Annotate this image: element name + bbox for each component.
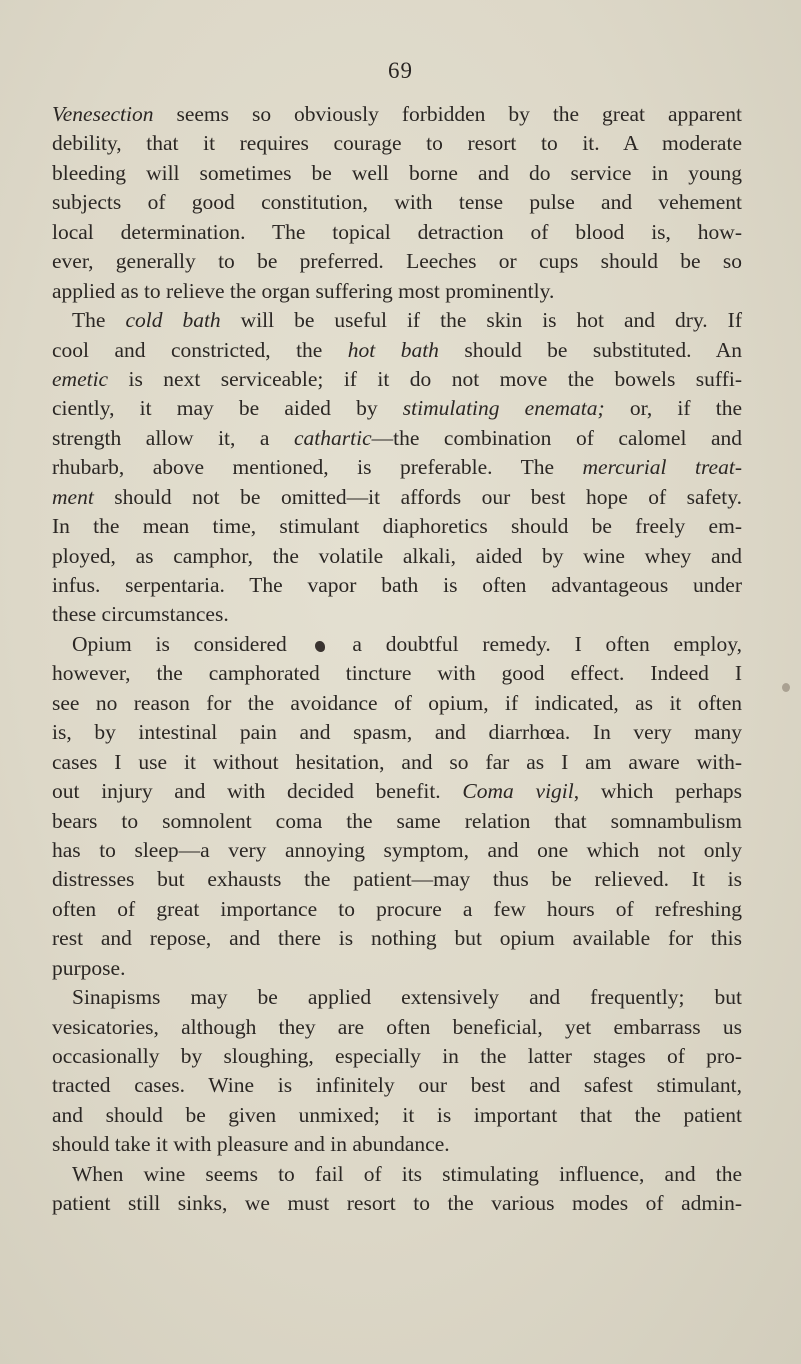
text-line (52, 1189, 742, 1218)
text-line (52, 100, 742, 129)
body-text (52, 100, 742, 1219)
text-segment: will be useful if the skin is hot and dry. If (220, 308, 742, 333)
text-segment: tracted cases. Wine is infinitely our best and safest stimulant, (52, 1073, 742, 1098)
text-segment: or, if the (604, 396, 742, 421)
ink-blot (315, 641, 325, 652)
text-line (52, 365, 742, 394)
text-line (52, 895, 742, 924)
text-segment: and should be given unmixed; it is important that the patient (52, 1102, 742, 1127)
page-number: 69 (388, 58, 413, 83)
text-segment: bleeding will sometimes be well borne and do service in young (52, 160, 742, 185)
text-line (52, 659, 742, 688)
text-segment: —the combination of calomel and (371, 425, 742, 450)
text-segment: Sinapisms may be applied extensively and frequently; but (72, 985, 742, 1010)
text-segment: vesicatories, although they are often beneficial, yet embarrass us (52, 1014, 742, 1039)
italic-text: cold bath (125, 308, 221, 333)
text-line (52, 865, 742, 894)
text-line (52, 218, 742, 247)
page-blemish (782, 683, 790, 692)
text-line (52, 306, 742, 335)
text-line (52, 924, 742, 953)
text-segment: purpose. (52, 955, 126, 980)
text-line (52, 1101, 742, 1130)
text-segment: applied as to relieve the organ suffering most prominently. (52, 278, 555, 303)
text-line (52, 159, 742, 188)
text-segment: bears to somnolent coma the same relation that somnambulism (52, 808, 742, 833)
text-segment: debility, that it requires courage to resort to it. A moderate (52, 131, 742, 156)
text-line (52, 1071, 742, 1100)
italic-text: emetic (52, 366, 109, 391)
italic-text: cathartic (294, 425, 372, 450)
text-segment: often of great importance to procure a few hours of refreshing (52, 896, 742, 921)
text-segment: is next serviceable; if it do not move the bowels suffi- (108, 366, 742, 391)
text-line (52, 394, 742, 423)
text-segment: patient still sinks, we must resort to the various modes of admin- (52, 1191, 742, 1216)
text-segment: a doubtful remedy. I often employ, (328, 631, 742, 656)
text-segment: The (72, 308, 126, 333)
text-line (52, 777, 742, 806)
text-line (52, 424, 742, 453)
text-line (52, 1013, 742, 1042)
text-segment: ployed, as camphor, the volatile alkali, aided by wine whey and (52, 543, 742, 568)
text-segment: cool and constricted, the (52, 337, 348, 362)
text-line (52, 1160, 742, 1189)
text-line (52, 571, 742, 600)
text-segment: ciently, it may be aided by (52, 396, 403, 421)
text-segment: When wine seems to fail of its stimulating influence, and the (72, 1161, 742, 1186)
text-line (52, 1042, 742, 1071)
text-segment: however, the camphorated tincture with good effect. Indeed I (52, 661, 742, 686)
text-line (52, 954, 742, 983)
text-line (52, 542, 742, 571)
text-segment: should not be omitted—it affords our best hope of safety. (93, 484, 742, 509)
text-segment: seems so obviously forbidden by the great apparent (153, 102, 742, 126)
text-line (52, 1130, 742, 1159)
text-line (52, 336, 742, 365)
text-line (52, 689, 742, 718)
text-segment: out injury and with decided benefit. (52, 779, 463, 804)
text-segment: strength allow it, a (52, 425, 295, 450)
text-line (52, 836, 742, 865)
text-line (52, 188, 742, 217)
text-segment: should take it with pleasure and in abundance. (52, 1132, 450, 1157)
text-segment: is, by intestinal pain and spasm, and diarrhœa. In very many (52, 720, 742, 745)
text-line (52, 247, 742, 276)
text-segment: rhubarb, above mentioned, is preferable. The (52, 455, 583, 480)
text-segment: see no reason for the avoidance of opium, if indicated, as it often (52, 690, 742, 715)
text-line (52, 277, 742, 306)
text-segment: these circumstances. (52, 602, 229, 627)
text-segment: distresses but exhausts the patient—may thus be relieved. It is (52, 867, 742, 892)
italic-text: hot bath (347, 337, 439, 362)
text-line (52, 129, 742, 158)
text-segment: local determination. The topical detraction of blood is, how- (52, 219, 742, 244)
text-segment: , which perhaps (573, 779, 742, 804)
text-segment: Opium is considered (72, 631, 311, 656)
text-line (52, 748, 742, 777)
text-segment: In the mean time, stimulant diaphoretics should be freely em- (52, 514, 742, 539)
text-segment: occasionally by sloughing, especially in the latter stages of pro- (52, 1044, 742, 1068)
italic-text: Coma vigil (462, 779, 574, 804)
italic-text: Venesection (52, 102, 154, 126)
text-line (52, 983, 742, 1012)
text-line (52, 512, 742, 541)
italic-text: stimulating enemata; (402, 396, 605, 421)
text-line (52, 600, 742, 629)
text-segment: ever, generally to be preferred. Leeches or cups should be so (52, 249, 742, 274)
text-line (52, 483, 742, 512)
text-line (52, 718, 742, 747)
text-line (52, 807, 742, 836)
text-line (52, 630, 742, 659)
text-segment: rest and repose, and there is nothing but opium available for this (52, 926, 742, 951)
italic-text: ment (52, 484, 94, 509)
italic-text: mercurial treat- (582, 455, 742, 480)
text-segment: infus. serpentaria. The vapor bath is often advantageous under (52, 573, 742, 597)
text-segment: cases I use it without hesitation, and so far as I am aware with- (52, 749, 742, 774)
text-segment: should be substituted. An (438, 337, 742, 362)
text-line (52, 453, 742, 482)
text-segment: subjects of good constitution, with tense pulse and vehement (52, 190, 742, 215)
text-segment: has to sleep—a very annoying symptom, and one which not only (52, 837, 742, 862)
